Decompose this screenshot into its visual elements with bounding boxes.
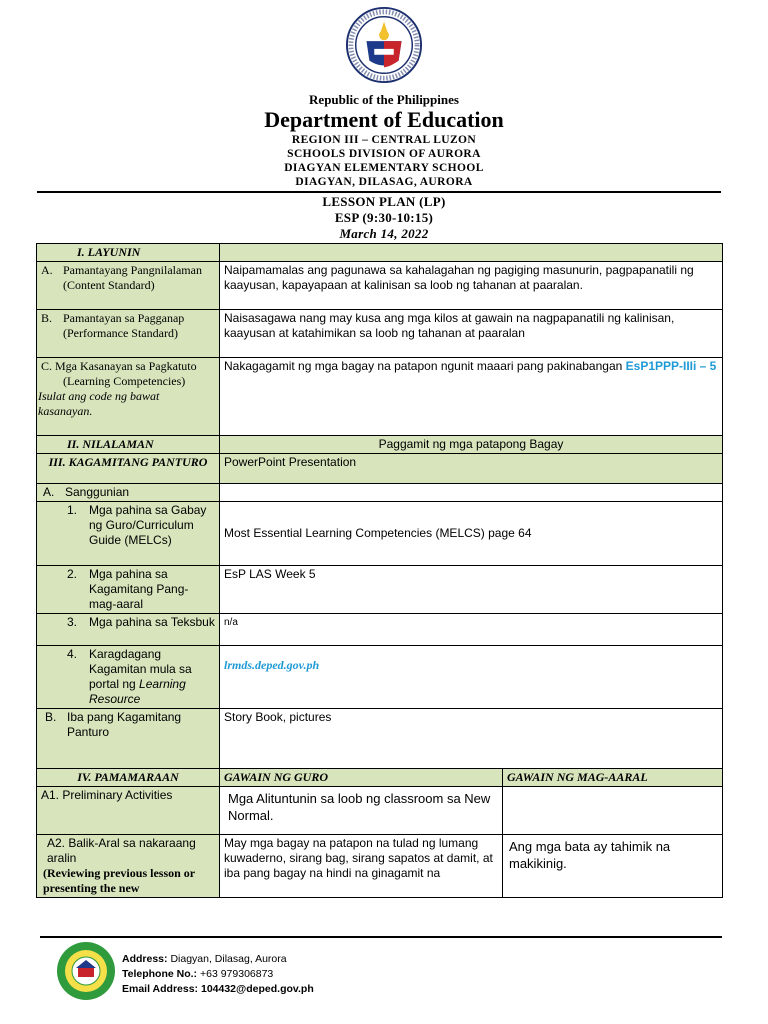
- sanggunian-num: A.: [43, 485, 55, 499]
- layunin-label: I. LAYUNIN: [37, 244, 220, 262]
- content-standard-eng: (Content Standard): [63, 278, 155, 292]
- competencies-eng: (Learning Competencies): [63, 374, 186, 388]
- ref4-text: Karagdagang Kagamitan mula sa portal ng: [89, 647, 192, 691]
- nilalaman-label: II. NILALAMAN: [37, 436, 220, 454]
- department-heading: Department of Education: [264, 107, 504, 132]
- sanggunian-label: [37, 484, 220, 502]
- ref3-text: Mga pahina sa Teksbuk: [89, 615, 215, 629]
- school-heading: DIAGYAN ELEMENTARY SCHOOL: [284, 162, 484, 174]
- content-standard-label: [37, 262, 220, 310]
- competencies-value: [220, 358, 723, 436]
- ref1-num: 1.: [67, 503, 78, 517]
- table-row: [37, 614, 723, 646]
- email-label: Email Address:: [122, 983, 199, 995]
- lrmds-link[interactable]: lrmds.deped.gov.ph: [224, 658, 320, 672]
- table-row: [37, 787, 723, 835]
- ref1-label: [37, 502, 220, 566]
- performance-standard-title: Pamantayan sa Pagganap: [63, 311, 185, 325]
- ref2-value: EsP LAS Week 5: [220, 566, 723, 614]
- other-materials-num: B.: [45, 710, 57, 724]
- nilalaman-value: Paggamit ng mga patapong Bagay: [220, 436, 723, 454]
- header-divider: [37, 191, 721, 193]
- table-row: [37, 358, 723, 436]
- ref4-value: [220, 646, 723, 709]
- kagamitan-value: PowerPoint Presentation: [220, 454, 723, 484]
- ref4-text-italic: Learning Resource: [89, 677, 186, 706]
- table-row: [37, 244, 723, 262]
- region-heading: REGION III – CENTRAL LUZON: [291, 134, 477, 146]
- table-row: [37, 709, 723, 769]
- ref2-label: [37, 566, 220, 614]
- competencies-title: C. Mga Kasanayan sa Pagkatuto: [41, 359, 197, 373]
- sanggunian-text: Sanggunian: [65, 485, 130, 499]
- school-logo-icon: [56, 941, 116, 1001]
- table-row: [37, 502, 723, 566]
- ref1-value: Most Essential Learning Competencies (MELCS) page 64: [220, 502, 723, 566]
- table-row: [37, 310, 723, 358]
- a2-guro: May mga bagay na patapon na tulad ng lumang kuwaderno, sirang bag, sirang sapatos at damit, at iba pang bagay na hindi na ginagamit na: [220, 835, 503, 898]
- ref2-text: Mga pahina sa Kagamitang Pang-mag-aaral: [89, 567, 189, 611]
- a2-title-bold: (Reviewing previous lesson or presenting the new: [43, 866, 195, 895]
- table-row: [37, 436, 723, 454]
- performance-standard-label: [37, 310, 220, 358]
- table-row: [37, 769, 723, 787]
- performance-standard-eng: (Performance Standard): [63, 326, 178, 340]
- content-standard-title: Pamantayang Pangnilalaman: [63, 263, 202, 277]
- a2-label: [37, 835, 220, 898]
- table-row: [37, 646, 723, 709]
- division-heading: SCHOOLS DIVISION OF AURORA: [287, 148, 481, 160]
- layunin-value: [220, 244, 723, 262]
- phone-value: +63 979306873: [199, 968, 274, 980]
- competencies-note: Isulat ang code ng bawat kasanayan.: [38, 389, 160, 418]
- ref1-text: Mga pahina sa Gabay ng Guro/Curriculum Guide (MELCs): [89, 503, 207, 547]
- table-row: [37, 484, 723, 502]
- competency-code: EsP1PPP-IIIi – 5: [625, 359, 717, 373]
- address-label: Address:: [122, 953, 168, 965]
- phone-label: Telephone No.:: [122, 968, 198, 980]
- pamamaraan-label: IV. PAMAMARAAN: [37, 769, 220, 787]
- other-materials-text: Iba pang Kagamitang Panturo: [67, 710, 182, 739]
- sanggunian-value: [220, 484, 723, 502]
- ref3-label: [37, 614, 220, 646]
- ref3-num: 3.: [67, 615, 78, 629]
- a2-title: A2. Balik-Aral sa nakaraang aralin: [47, 836, 196, 865]
- footer-phone: [122, 968, 273, 980]
- footer-email: [122, 983, 314, 995]
- ref4-label: [37, 646, 220, 709]
- performance-standard-value: Naisasagawa nang may kusa ang mga kilos at gawain na nagpapanatili ng kalinisan, kaayusan at katahimikan sa loob ng tahanan at paaralan: [220, 310, 723, 358]
- lesson-date: March 14, 2022: [339, 226, 429, 241]
- republic-heading: Republic of the Philippines: [309, 92, 459, 107]
- deped-seal-icon: [345, 6, 423, 84]
- kagamitan-label: III. KAGAMITANG PANTURO: [37, 454, 220, 484]
- a2-mag-aaral: Ang mga bata ay tahimik na makikinig.: [503, 835, 723, 898]
- a1-guro: Mga Alituntunin sa loob ng classroom sa New Normal.: [220, 787, 503, 835]
- a1-label: A1. Preliminary Activities: [37, 787, 220, 835]
- footer-divider: [40, 936, 722, 938]
- ref3-value: n/a: [220, 614, 723, 646]
- footer-address: [122, 953, 287, 965]
- table-row: [37, 566, 723, 614]
- location-heading: DIAGYAN, DILASAG, AURORA: [295, 176, 473, 188]
- table-row: [37, 262, 723, 310]
- email-value[interactable]: 104432@deped.gov.ph: [200, 983, 314, 995]
- competencies-label: [37, 358, 220, 436]
- subject-time: ESP (9:30-10:15): [334, 210, 434, 225]
- ref2-num: 2.: [67, 567, 78, 581]
- competencies-text: Nakagagamit ng mga bagay na patapon ngunit maaari pang pakinabangan: [224, 359, 623, 373]
- lesson-plan-table: [36, 243, 723, 898]
- content-standard-value: Naipamamalas ang pagunawa sa kahalagahan ng pagiging masunurin, pagpapanatili ng kaayusan, kapayapaan at kalinisan sa loob ng tahanan at paaralan.: [220, 262, 723, 310]
- other-materials-label: [37, 709, 220, 769]
- table-row: [37, 835, 723, 898]
- lesson-plan-title: LESSON PLAN (LP): [322, 194, 446, 209]
- table-row: [37, 454, 723, 484]
- address-value: Diagyan, Dilasag, Aurora: [170, 953, 287, 965]
- gawain-mag-aaral-header: GAWAIN NG MAG-AARAL: [503, 769, 723, 787]
- performance-standard-num: B.: [41, 311, 53, 325]
- ref4-num: 4.: [67, 647, 78, 661]
- gawain-guro-header: GAWAIN NG GURO: [220, 769, 503, 787]
- content-standard-num: A.: [41, 263, 53, 277]
- other-materials-value: Story Book, pictures: [220, 709, 723, 769]
- a1-mag-aaral: [503, 787, 723, 835]
